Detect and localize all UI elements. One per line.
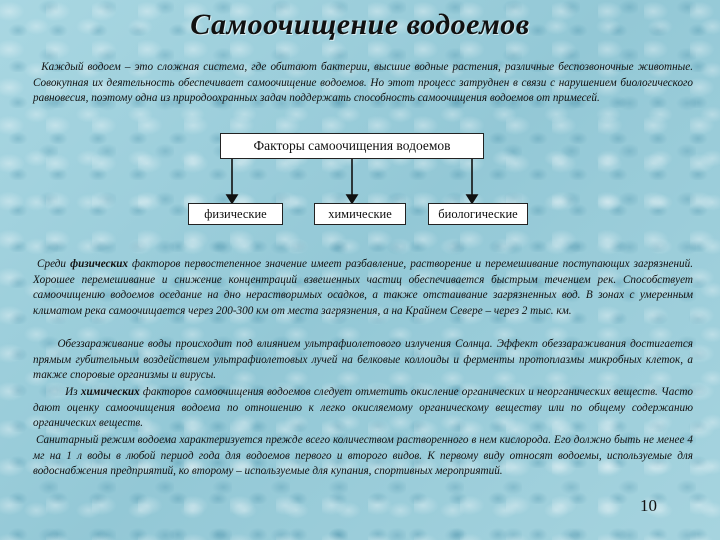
intro-text: Каждый водоем – это сложная система, где обитают бактерии, высшие водные растения, различные беспозвоночные животные. Совокупная их деятельность обеспечивает самоочищение водоемов. Но этот процесс затруднен в связи с нарушением биологического равновесия, поэтому одна из природоохранных задач поддержать способность самоочищения водоемов от примесей. xyxy=(33,61,694,105)
chemical-factors-paragraph: Из химических факторов самоочищения водоемов следует отметить окисление органических и неорганических веществ. Часто дают оценку самоочищения водоема по отношению к легко окисляемому органическому веществу или по общему содержанию органических веществ. xyxy=(33,386,694,430)
factor-chemical-box: химические xyxy=(314,203,406,225)
disinfection-paragraph: Обеззараживание воды происходит под влиянием ультрафиолетового излучения Солнца. Эффект обеззараживания достигается прямым губительным воздействием ультрафиолетовых лучей на белковые коллоиды и ферменты протоплазмы микробных клеток, а также споровые организмы и вирусы. xyxy=(33,338,694,382)
chemical-keyword: химических xyxy=(80,386,140,398)
page-number: 10 xyxy=(640,496,657,515)
factors-main-box: Факторы самоочищения водоемов xyxy=(220,133,484,159)
factor-biological-box: биологические xyxy=(428,203,528,225)
sanitary-paragraph: Санитарный режим водоема характеризуется прежде всего количеством растворенного в нем кислорода. Его должно быть не менее 4 мг на 1 л воды в любой период года для водоемов первого и второго видов. К первому виду относят водоемы, используемые для водоснабжения предприятий, ко второму – используемые для купания, спортивных мероприятий. xyxy=(33,434,694,478)
physical-keyword: физических xyxy=(70,258,129,270)
arrow-chemical xyxy=(347,195,357,203)
arrow-physical xyxy=(227,195,237,203)
page-title: Самоочищение водоемов xyxy=(190,8,530,41)
physical-factors-paragraph: Среди физических факторов первостепенное значение имеет разбавление, растворение и перемешивание поступающих загрязнений. Хорошее перемешивание и снижение концентраций взвешенных частиц обеспечивается быстрым течением рек. Способствует самоочищению водоемов оседание на дно нерастворимых осадков, а также отстаивание загрязненных вод. В зонах с умеренным климатом река самоочищается через 200-300 км от места загрязнения, а на Крайнем Севере – через 2 тыс. км. xyxy=(33,258,694,317)
factor-physical-box: физические xyxy=(188,203,283,225)
arrow-biological xyxy=(467,195,477,203)
